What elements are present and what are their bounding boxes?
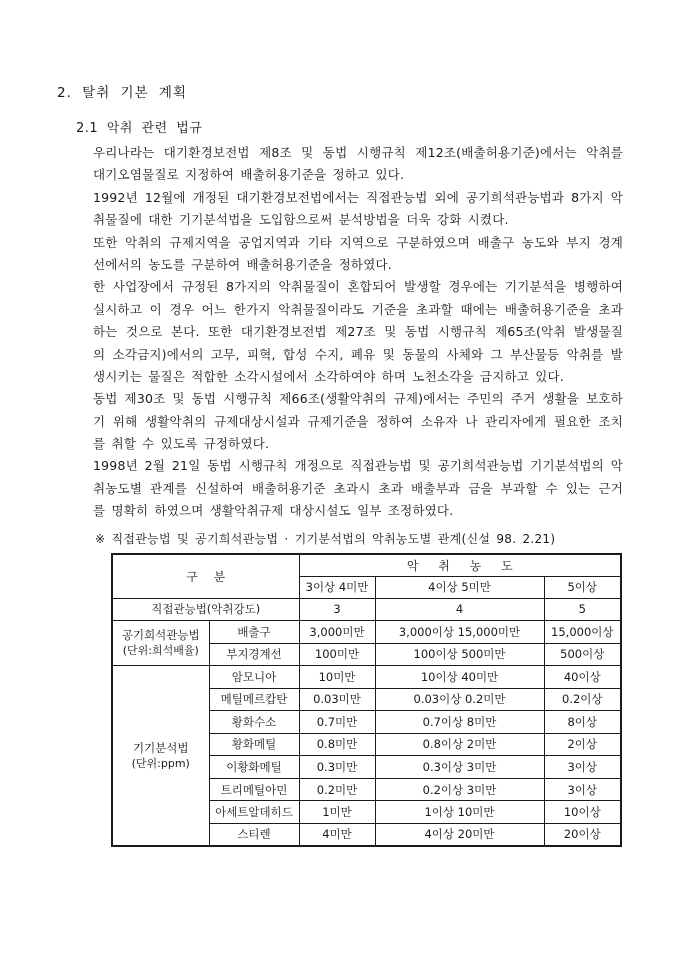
table-body — [112, 598, 621, 846]
document-title: 2. 탈취 기본 계획 — [57, 85, 187, 101]
value-cell: 2이상 — [544, 733, 621, 756]
table-row — [112, 666, 621, 689]
value-cell: 3이상 — [544, 778, 621, 801]
value-cell: 15,000이상 — [544, 621, 621, 644]
value-cell: 0.03이상 0.2미만 — [375, 688, 544, 711]
text-line: 하는 것으로 본다. 또한 대기환경보전법 제27조 및 동법 시행규칙 제65조(악취 발생물질 — [93, 324, 623, 340]
item-cell: 황화수소 — [209, 711, 299, 734]
text-line: 취물질에 대한 기기분석법을 도입함으로써 분석방법을 더욱 강화 시켰다. — [93, 212, 509, 228]
section-heading: 2.1 악취 관련 법규 — [76, 121, 203, 136]
value-cell: 0.2이상 3미만 — [375, 778, 544, 801]
table-row — [112, 598, 621, 621]
paragraph — [93, 276, 623, 388]
value-cell: 3,000이상 15,000미만 — [375, 621, 544, 644]
table-header-category: 구 분 — [112, 554, 299, 598]
paragraph — [93, 187, 623, 232]
method-cell: 직접관능법(악취강도) — [112, 598, 299, 621]
value-cell: 4미만 — [299, 823, 375, 846]
text-line: 대기오염물질로 지정하여 배출허용기준을 정하고 있다. — [93, 167, 405, 183]
body-paragraphs — [93, 142, 623, 523]
value-cell: 3이상 — [544, 756, 621, 779]
table-header-odor-concentration: 악 취 농 도 — [299, 554, 621, 576]
value-cell: 4이상 20미만 — [375, 823, 544, 846]
value-cell: 10이상 — [544, 801, 621, 824]
value-cell: 500이상 — [544, 643, 621, 666]
text-line: 의 소각금지)에서의 고무, 피혁, 합성 수지, 폐유 및 동물의 사체와 그 부산물등 악취를 발 — [93, 346, 623, 362]
value-cell: 0.2이상 — [544, 688, 621, 711]
value-cell: 10이상 40미만 — [375, 666, 544, 689]
text-line: 실시하고 이 경우 어느 한가지 악취물질이라도 기준을 초과할 때에는 배출허용기준을 초과 — [93, 301, 623, 317]
text-line: 기 위해 생활악취의 규제대상시설과 규제기준을 정하여 소유자 나 관리자에게 필요한 조치 — [93, 413, 623, 429]
item-cell: 이황화메틸 — [209, 756, 299, 779]
paragraph — [93, 455, 623, 522]
text-line: 생시키는 물질은 적합한 소각시설에서 소각하여야 하며 노천소각을 금지하고 있다. — [93, 368, 564, 384]
item-cell: 트리메틸아민 — [209, 778, 299, 801]
value-cell: 1미만 — [299, 801, 375, 824]
value-cell: 0.3미만 — [299, 756, 375, 779]
text-line: 1998년 2월 21일 동법 시행규칙 개정으로 직접관능법 및 공기희석관능법 기기분석법의 악 — [93, 458, 623, 474]
paragraph — [93, 388, 623, 455]
text-line: 또한 악취의 규제지역을 공업지역과 기타 지역으로 구분하였으며 배출구 농도와 부지 경계 — [93, 234, 623, 250]
text-line: 를 취할 수 있도록 규정하였다. — [93, 436, 270, 452]
value-cell: 3 — [299, 598, 375, 621]
item-cell: 메틸메르캅탄 — [209, 688, 299, 711]
item-cell: 부지경계선 — [209, 643, 299, 666]
item-cell: 암모니아 — [209, 666, 299, 689]
value-cell: 100미만 — [299, 643, 375, 666]
range-header-low: 3이상 4미만 — [299, 576, 375, 598]
text-line: 동법 제30조 및 동법 시행규칙 제66조(생활악취의 규제)에서는 주민의 주거 생활을 보호하 — [93, 391, 623, 407]
item-cell: 배출구 — [209, 621, 299, 644]
text-line: 1992년 12월에 개정된 대기환경보전법에서는 직접관능법 외에 공기희석관능법과 8가지 악 — [93, 189, 623, 205]
item-cell: 스티렌 — [209, 823, 299, 846]
value-cell: 3,000미만 — [299, 621, 375, 644]
item-cell: 황화메틸 — [209, 733, 299, 756]
odor-concentration-table — [111, 553, 622, 847]
range-header-mid: 4이상 5미만 — [375, 576, 544, 598]
value-cell: 4 — [375, 598, 544, 621]
value-cell: 20이상 — [544, 823, 621, 846]
value-cell: 8이상 — [544, 711, 621, 734]
table-caption: ※ 직접관능법 및 공기희석관능법 · 기기분석법의 악취농도별 관계(신설 98. 2.21) — [95, 532, 556, 546]
value-cell: 0.2미만 — [299, 778, 375, 801]
value-cell: 100이상 500미만 — [375, 643, 544, 666]
value-cell: 1이상 10미만 — [375, 801, 544, 824]
text-line: 를 명확히 하였으며 생활악취규제 대상시설도 일부 조정하였다. — [93, 503, 454, 519]
value-cell: 0.7이상 8미만 — [375, 711, 544, 734]
value-cell: 0.8이상 2미만 — [375, 733, 544, 756]
text-line: 취농도별 관계를 신설하여 배출허용기준 초과시 초과 배출부과 금을 부과할 수 있는 근거 — [93, 480, 623, 496]
range-header-high: 5이상 — [544, 576, 621, 598]
method-cell: 기기분석법 (단위:ppm) — [112, 666, 209, 846]
table-row — [112, 621, 621, 644]
text-line: 한 사업장에서 규정된 8가지의 악취물질이 혼합되어 발생할 경우에는 기기분석을 병행하여 — [93, 279, 623, 295]
paragraph — [93, 232, 623, 277]
value-cell: 5 — [544, 598, 621, 621]
value-cell: 0.7미만 — [299, 711, 375, 734]
item-cell: 아세트알데히드 — [209, 801, 299, 824]
text-line: 우리나라는 대기환경보전법 제8조 및 동법 시행규칙 제12조(배출허용기준)에서는 악취를 — [93, 145, 623, 160]
paragraph — [93, 142, 623, 187]
value-cell: 0.03미만 — [299, 688, 375, 711]
value-cell: 40이상 — [544, 666, 621, 689]
value-cell: 10미만 — [299, 666, 375, 689]
method-cell: 공기희석관능법 (단위:희석배율) — [112, 621, 209, 666]
value-cell: 0.8미만 — [299, 733, 375, 756]
value-cell: 0.3이상 3미만 — [375, 756, 544, 779]
text-line: 선에서의 농도를 구분하여 배출허용기준을 정하였다. — [93, 256, 392, 272]
